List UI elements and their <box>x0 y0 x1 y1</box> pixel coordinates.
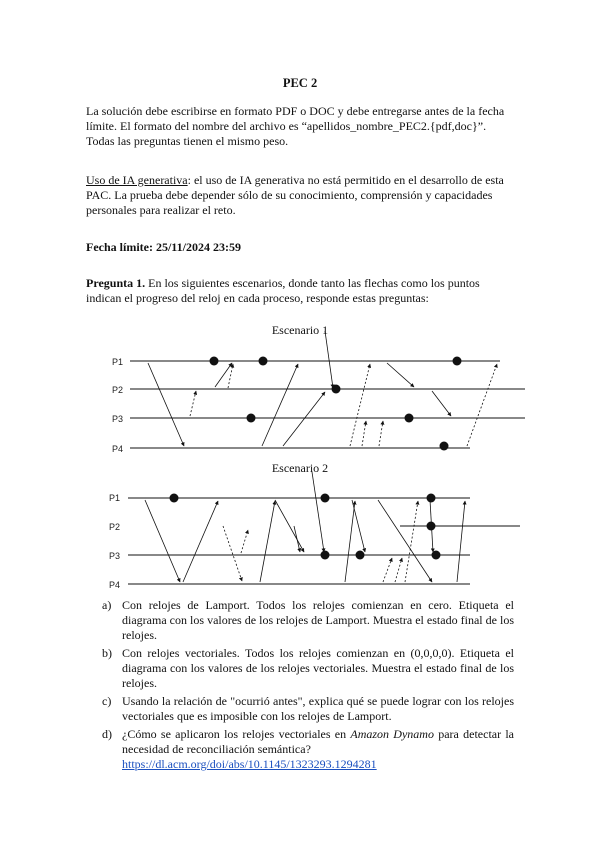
s2-message <box>457 501 465 582</box>
item-text: Usando la relación de "ocurrió antes", explica qué se puede lograr con los relojes vectoriales que es imposible con los relojes de Lamport. <box>122 694 514 723</box>
s1-event <box>332 385 341 394</box>
s1-event <box>405 414 414 423</box>
s1-message <box>283 392 325 446</box>
s2-p4-label: P4 <box>109 580 121 590</box>
s2-message <box>241 530 248 553</box>
list-item <box>102 598 514 643</box>
s2-message <box>405 501 418 582</box>
item-label: a) <box>102 598 112 612</box>
item-label: b) <box>102 646 112 660</box>
s2-event <box>170 494 179 503</box>
s2-message <box>183 501 218 582</box>
s2-p2-label: P2 <box>109 522 121 532</box>
deadline: Fecha límite: 25/11/2024 23:59 <box>86 240 241 254</box>
question-items <box>102 598 514 775</box>
s1-message <box>362 421 366 446</box>
intro-line-1: La solución debe escribirse en formato PDF o DOC y debe entregarse antes de la fecha <box>86 104 505 118</box>
list-item <box>102 694 514 724</box>
s2-event <box>432 551 441 560</box>
ia-label: Uso de IA generativa <box>86 173 188 187</box>
intro-line-2: límite. El formato del nombre del archivo es “apellidos_nombre_PEC2.{pdf,doc}”. <box>86 119 487 133</box>
s1-p1-label: P1 <box>112 357 124 367</box>
s2-event <box>321 494 330 503</box>
s2-p3-label: P3 <box>109 551 121 561</box>
s2-event <box>427 522 436 531</box>
item-text-post: para detectar la necesidad de reconciliación semántica? <box>122 727 515 756</box>
question-line-1: En los siguientes escenarios, donde tanto las flechas como los puntos <box>145 276 480 290</box>
s2-message <box>145 500 180 582</box>
ia-line-2: PAC. La prueba debe depender sólo de su conocimiento, comprensión y capacidades <box>86 188 493 202</box>
page-title: PEC 2 <box>282 76 318 90</box>
s2-event <box>427 494 436 503</box>
item-text: Con relojes de Lamport. Todos los relojes comienzan en cero. Etiqueta el diagrama con los valores de los relojes de Lamport. Muestra el estado final de los relojes. <box>122 598 514 642</box>
s2-message <box>294 526 300 552</box>
s1-message <box>387 363 414 387</box>
item-text-em: Amazon Dynamo <box>350 727 434 741</box>
s1-event <box>210 357 219 366</box>
s1-message <box>325 331 333 388</box>
s2-event <box>356 551 365 560</box>
s1-p3-label: P3 <box>112 414 124 424</box>
s1-event <box>453 357 462 366</box>
scenario-2-diagram <box>109 472 520 590</box>
intro-line-3: Todas las preguntas tienen el mismo peso. <box>86 134 289 148</box>
s2-message <box>395 558 402 582</box>
s1-event <box>247 414 256 423</box>
s2-message <box>223 526 242 581</box>
s1-events <box>210 357 462 451</box>
s2-message <box>312 472 324 552</box>
s1-p4-label: P4 <box>112 444 124 454</box>
scenario-1-title: Escenario 1 <box>271 323 329 337</box>
ia-line-3: personales para realizar el reto. <box>86 203 236 217</box>
item-text: Con relojes vectoriales. Todos los relojes comienzan en (0,0,0,0). Etiqueta el diagrama con los valores de los relojes vectoriales. Muestra el estado final de los relojes. <box>122 646 514 690</box>
s2-message <box>345 501 355 582</box>
list-item <box>102 646 514 691</box>
question-line-2: indican el progreso del reloj en cada proceso, responde estas preguntas: <box>86 291 429 305</box>
s2-message <box>260 501 275 582</box>
s1-event <box>440 442 449 451</box>
s2-messages <box>145 472 465 582</box>
s2-event <box>321 551 330 560</box>
item-text-pre: ¿Cómo se aplicaron los relojes vectoriales en <box>122 727 351 741</box>
s1-p2-label: P2 <box>112 385 124 395</box>
s1-event <box>259 357 268 366</box>
s1-message <box>350 364 370 446</box>
s1-message <box>379 421 383 446</box>
s1-message <box>190 391 196 416</box>
list-item <box>102 727 514 772</box>
question-label: Pregunta 1. <box>86 276 146 290</box>
s1-message <box>432 391 451 416</box>
s2-events <box>170 494 441 560</box>
reference-link[interactable]: https://dl.acm.org/doi/abs/10.1145/1323293.1294281 <box>122 757 377 771</box>
s2-message <box>352 500 365 552</box>
s1-message <box>467 364 497 446</box>
s2-message <box>383 558 392 582</box>
item-label: d) <box>102 727 112 741</box>
s2-message <box>378 500 432 582</box>
scenario-1-diagram <box>112 331 525 454</box>
s1-message <box>215 363 232 387</box>
s2-message <box>275 500 304 552</box>
s2-p1-label: P1 <box>109 493 121 503</box>
item-label: c) <box>102 694 112 708</box>
ia-line-1: : el uso de IA generativa no está permitido en el desarrollo de esta <box>187 173 504 187</box>
scenario-2-title: Escenario 2 <box>271 461 329 475</box>
s1-message <box>148 363 184 446</box>
